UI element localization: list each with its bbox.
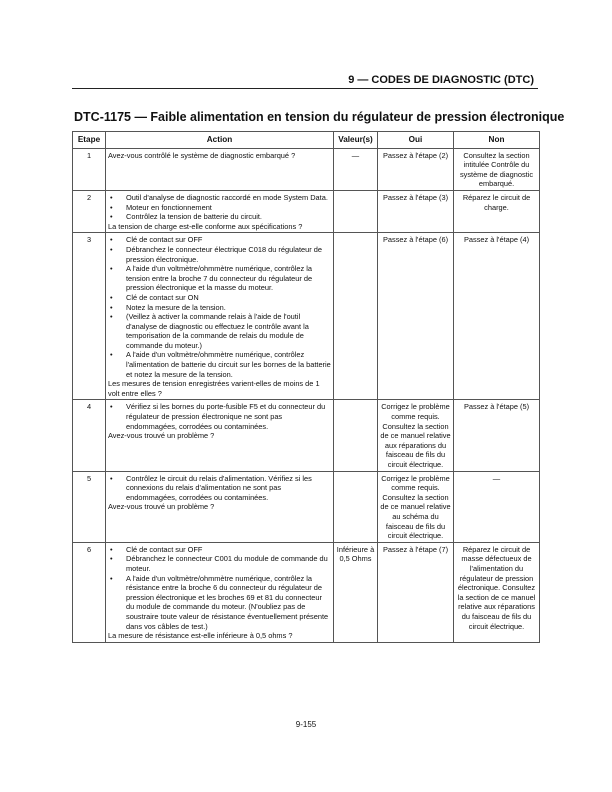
bullet-icon: • — [110, 244, 113, 254]
yes-cell: Passez à l'étape (2) — [378, 148, 454, 190]
bullet-icon: • — [110, 302, 113, 312]
action-bullet — [108, 235, 331, 245]
yes-cell: Passez à l'étape (7) — [378, 542, 454, 642]
bullet-icon: • — [110, 212, 113, 222]
yes-cell: Passez à l'étape (6) — [378, 233, 454, 400]
table-body — [73, 148, 540, 642]
no-cell: Passez à l'étape (5) — [454, 400, 540, 471]
action-cell — [106, 148, 334, 190]
action-cell — [106, 400, 334, 471]
action-bullet-text: A l'aide d'un voltmètre/ohmmètre numérique, contrôlez la tension entre la broche 7 du connecteur du régulateur de pression électronique et la masse du moteur. — [126, 264, 313, 293]
bullet-icon: • — [110, 573, 113, 583]
action-question: Avez-vous trouvé un problème ? — [108, 502, 215, 512]
step-number: 4 — [73, 400, 106, 471]
value-cell — [334, 190, 378, 232]
bullet-icon: • — [110, 312, 113, 322]
bullet-icon: • — [110, 192, 113, 202]
page-number: 9-155 — [295, 720, 317, 729]
action-question: Avez-vous trouvé un problème ? — [108, 431, 215, 441]
bullet-icon: • — [110, 350, 113, 360]
action-bullet-text: A l'aide d'un voltmètre/ohmmètre numérique, contrôlez la résistance entre la broche 6 du connecteur du régulateur de pression électronique et les broches 69 et 81 du connecteur du module de commande du moteur. (N'oubliez pas de soustraire toute valeur de résistance éventuellement présente dans vos câbles de test.) — [126, 573, 329, 631]
action-bullet-text: Moteur en fonctionnement — [126, 202, 212, 212]
table-row — [73, 148, 540, 190]
value-cell — [334, 471, 378, 542]
action-bullet-text: (Veillez à activer la commande relais à l'aide de l'outil d'analyse de diagnostic ou effectuez le contrôle avant la temporisation de la commande de relais du module de commande du moteur.) — [126, 312, 309, 350]
action-bullet-text: Contrôlez le circuit du relais d'alimentation. Vérifiez si les connexions du relais d'alimentation ne sont pas endommagées, corrodées ou contaminées. — [126, 473, 312, 502]
action-bullet-text: Vérifiez si les bornes du porte-fusible F5 et du connecteur du régulateur de pression électronique ne sont pas endommagées, corrodées ou contaminées. — [126, 402, 326, 431]
action-bullet — [108, 402, 331, 431]
diagnostic-table — [72, 131, 540, 643]
step-number: 1 — [73, 148, 106, 190]
table-header-row — [73, 132, 540, 149]
action-cell — [106, 542, 334, 642]
action-bullet-text: Débranchez le connecteur C001 du module de commande du moteur. — [126, 554, 328, 573]
value-cell: — — [334, 148, 378, 190]
yes-cell: Passez à l'étape (3) — [378, 190, 454, 232]
action-bullet-text: Clé de contact sur OFF — [126, 235, 203, 245]
action-bullet — [108, 193, 331, 203]
table-row — [73, 471, 540, 542]
action-bullet — [108, 350, 331, 379]
no-cell: Réparez le circuit de charge. — [454, 190, 540, 232]
column-header-step: Etape — [73, 132, 106, 149]
column-header-yes: Oui — [378, 132, 454, 149]
action-question: La tension de charge est-elle conforme aux spécifications ? — [108, 221, 303, 231]
bullet-icon: • — [110, 554, 113, 564]
action-bullet — [108, 264, 331, 293]
value-cell: Inférieure à 0,5 Ohms — [334, 542, 378, 642]
bullet-icon: • — [110, 544, 113, 554]
action-cell — [106, 471, 334, 542]
step-number: 2 — [73, 190, 106, 232]
no-cell: Réparez le circuit de masse défectueux de l'alimentation du régulateur de pression électronique. Consultez la section de ce manuel relative aux réparations du faisceau de fils du circuit électrique. — [454, 542, 540, 642]
table-row — [73, 190, 540, 232]
action-bullet-text: A l'aide d'un voltmètre/ohmmètre numérique, contrôlez l'alimentation de batterie du circuit sur les bornes de la batterie et notez la mesure de la tension. — [126, 350, 331, 379]
action-cell — [106, 233, 334, 400]
action-question: La mesure de résistance est-elle inférieure à 0,5 ohms ? — [108, 631, 293, 641]
action-bullet — [108, 212, 331, 222]
table-row — [73, 400, 540, 471]
bullet-icon: • — [110, 473, 113, 483]
column-header-action: Action — [106, 132, 334, 149]
action-bullet-text: Contrôlez la tension de batterie du circuit. — [126, 212, 262, 222]
action-bullet-text: Outil d'analyse de diagnostic raccordé en mode System Data. — [126, 192, 328, 202]
step-number: 6 — [73, 542, 106, 642]
page-title: DTC-1175 — Faible alimentation en tension du régulateur de pression électronique — [74, 110, 565, 124]
action-bullet — [108, 574, 331, 632]
action-bullet — [108, 312, 331, 350]
chapter-title: 9 — CODES DE DIAGNOSTIC (DTC) — [348, 74, 534, 86]
action-bullet — [108, 245, 331, 264]
yes-cell: Corrigez le problème comme requis. Consultez la section de ce manuel relative au schéma du faisceau de fils du circuit électrique. — [378, 471, 454, 542]
yes-cell: Corrigez le problème comme requis. Consultez la section de ce manuel relative aux réparations du faisceau de fils du circuit électrique. — [378, 400, 454, 471]
bullet-icon: • — [110, 292, 113, 302]
value-cell — [334, 233, 378, 400]
action-bullet — [108, 303, 331, 313]
no-cell: Consultez la section intitulée Contrôle du système de diagnostic embarqué. — [454, 148, 540, 190]
step-number: 5 — [73, 471, 106, 542]
table-row — [73, 233, 540, 400]
action-bullet — [108, 474, 331, 503]
action-question: Les mesures de tension enregistrées varient-elles de moins de 1 volt entre elles ? — [108, 379, 320, 398]
value-cell — [334, 400, 378, 471]
action-bullet — [108, 554, 331, 573]
action-bullet-text: Clé de contact sur ON — [126, 292, 199, 302]
action-bullet-text: Débranchez le connecteur électrique C018 du régulateur de pression électronique. — [126, 244, 322, 264]
action-question: Avez-vous contrôlé le système de diagnostic embarqué ? — [108, 150, 296, 160]
action-cell — [106, 190, 334, 232]
action-bullet-text: Notez la mesure de la tension. — [126, 302, 226, 312]
bullet-icon: • — [110, 235, 113, 245]
bullet-icon: • — [110, 202, 113, 212]
no-cell: — — [454, 471, 540, 542]
column-header-no: Non — [454, 132, 540, 149]
action-bullet — [108, 203, 331, 213]
bullet-icon: • — [110, 402, 113, 412]
action-bullet-text: Clé de contact sur OFF — [126, 544, 203, 554]
action-bullet — [108, 545, 331, 555]
table-row — [73, 542, 540, 642]
action-bullet — [108, 293, 331, 303]
step-number: 3 — [73, 233, 106, 400]
column-header-values: Valeur(s) — [334, 132, 378, 149]
bullet-icon: • — [110, 264, 113, 274]
header-divider — [72, 88, 538, 89]
no-cell: Passez à l'étape (4) — [454, 233, 540, 400]
